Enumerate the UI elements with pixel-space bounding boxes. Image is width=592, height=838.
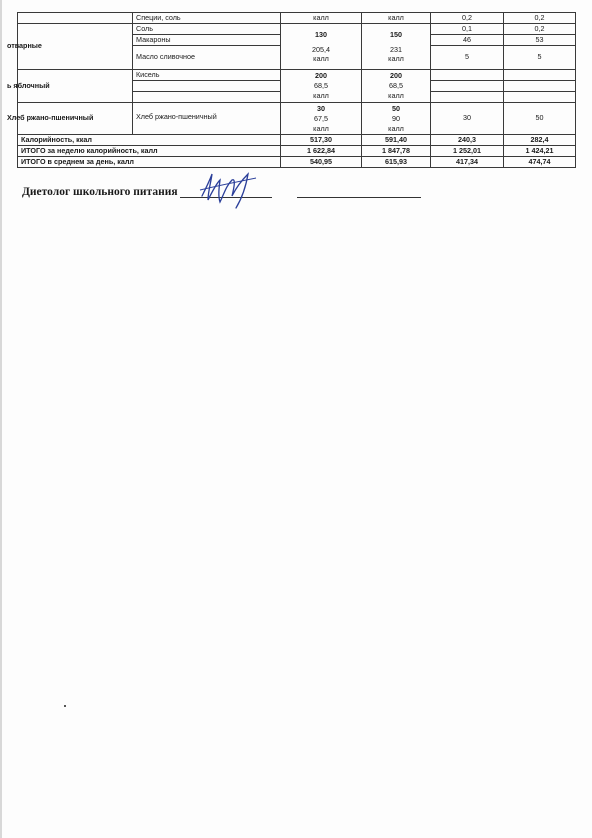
- value-cell: [431, 70, 504, 81]
- ingredient-cell: Соль: [133, 24, 281, 35]
- table-row: [18, 70, 576, 81]
- ingredient-cell: Специи, соль: [133, 13, 281, 24]
- ingredient-cell: [133, 81, 281, 92]
- total-value: 591,40: [362, 135, 431, 146]
- scan-edge: [0, 0, 2, 838]
- value-cell: 53: [504, 35, 576, 46]
- total-row: [18, 146, 576, 157]
- dish-cell: отварные: [18, 24, 133, 70]
- portion-cell: 200 68,5 калл: [362, 70, 431, 103]
- total-label: ИТОГО в среднем за день, калл: [18, 157, 281, 168]
- portion-cell: 130 205,4 калл: [281, 24, 362, 70]
- value-cell: [504, 70, 576, 81]
- total-value: 1 252,01: [431, 146, 504, 157]
- total-value: 1 424,21: [504, 146, 576, 157]
- total-row: [18, 135, 576, 146]
- portion-cell: 150 231 калл: [362, 24, 431, 70]
- ingredient-cell: Макароны: [133, 35, 281, 46]
- portion-cell: 30 67,5 калл: [281, 103, 362, 135]
- value-cell: [431, 92, 504, 103]
- value-cell: калл: [362, 13, 431, 24]
- value-cell: 0,2: [504, 24, 576, 35]
- table-row: [18, 24, 576, 35]
- handwritten-signature: [196, 166, 262, 210]
- dish-cell: ь яблочный: [18, 70, 133, 103]
- ingredient-cell: Кисель: [133, 70, 281, 81]
- total-row: [18, 157, 576, 168]
- value-cell: [431, 81, 504, 92]
- total-value: 282,4: [504, 135, 576, 146]
- value-cell: 0,2: [504, 13, 576, 24]
- portion-cell: 200 68,5 калл: [281, 70, 362, 103]
- total-label: ИТОГО за неделю калорийность, калл: [18, 146, 281, 157]
- total-value: 1 622,84: [281, 146, 362, 157]
- dish-cell: [18, 13, 133, 24]
- signature-label: Диетолог школьного питания: [22, 186, 178, 198]
- value-cell: 30: [431, 103, 504, 135]
- total-value: 417,34: [431, 157, 504, 168]
- value-cell: 46: [431, 35, 504, 46]
- value-cell: 50: [504, 103, 576, 135]
- dish-cell: Хлеб ржано-пшеничный: [18, 103, 133, 135]
- ingredient-cell: [133, 92, 281, 103]
- nutrition-table: [7, 12, 576, 168]
- value-cell: 0,1: [431, 24, 504, 35]
- value-cell: 0,2: [431, 13, 504, 24]
- value-cell: 5: [504, 46, 576, 70]
- value-cell: [504, 92, 576, 103]
- total-value: 615,93: [362, 157, 431, 168]
- value-cell: 5: [431, 46, 504, 70]
- value-cell: калл: [281, 13, 362, 24]
- name-line: [297, 197, 421, 198]
- ingredient-cell: Масло сливочное: [133, 46, 281, 70]
- total-label: Калорийность, ккал: [18, 135, 281, 146]
- table-row: [18, 103, 576, 135]
- table-row: [18, 13, 576, 24]
- portion-cell: 50 90 калл: [362, 103, 431, 135]
- total-value: 240,3: [431, 135, 504, 146]
- ingredient-cell: Хлеб ржано-пшеничный: [133, 103, 281, 135]
- scan-speck: [64, 705, 66, 707]
- total-value: 1 847,78: [362, 146, 431, 157]
- total-value: 474,74: [504, 157, 576, 168]
- value-cell: [504, 81, 576, 92]
- total-value: 540,95: [281, 157, 362, 168]
- total-value: 517,30: [281, 135, 362, 146]
